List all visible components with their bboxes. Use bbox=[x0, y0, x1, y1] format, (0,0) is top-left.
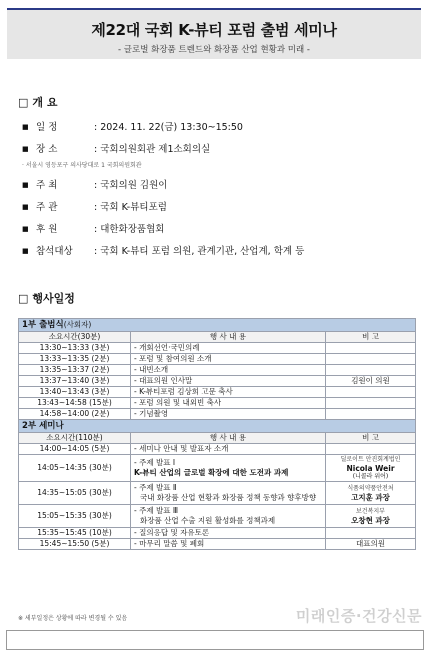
table-row: 13:40~13:43 (3분) - K-뷰티포럼 김상희 고문 축사 bbox=[19, 387, 416, 398]
table-row: 13:37~13:40 (3분) - 대표의원 인사말 김원이 의원 bbox=[19, 376, 416, 387]
table-row: 14:00~14:05 (5분) - 세미나 안내 및 발표자 소개 bbox=[19, 444, 416, 455]
table-row: 15:45~15:50 (5분) - 마무리 말씀 및 폐회 대표의원 bbox=[19, 539, 416, 550]
square-bullet-icon: ■ bbox=[22, 123, 29, 131]
part2-title: 2부 세미나 bbox=[19, 420, 416, 433]
checkbox-square-icon: □ bbox=[18, 292, 29, 305]
column-header-note: 비 고 bbox=[326, 332, 416, 343]
page-subtitle: - 글로벌 화장품 트렌드와 화장품 산업 현황과 미래 - bbox=[118, 45, 310, 55]
schedule-footnote: ※ 세부일정은 상황에 따라 변경될 수 있음 bbox=[18, 615, 128, 622]
table-row: 13:35~13:37 (2분) - 내빈소개 bbox=[19, 365, 416, 376]
table-row: 14:35~15:05 (30분) - 주제 발표 Ⅱ 국내 화장품 산업 현황과 화장품 정책 동향과 향후방향 식품의약품안전처 고지훈 과장 bbox=[19, 482, 416, 505]
column-header-note: 비 고 bbox=[326, 433, 416, 444]
part1-column-headers bbox=[19, 332, 416, 343]
bottom-frame bbox=[6, 630, 424, 650]
table-row: 14:58~14:00 (2분) - 기념촬영 bbox=[19, 409, 416, 420]
overview-heading: □ 개 요 bbox=[18, 96, 58, 109]
table-row: 15:35~15:45 (10분) - 질의응답 및 자유토론 bbox=[19, 528, 416, 539]
overview-item-attendees: ■ 참석대상 : 국회 K-뷰티 포럼 의원, 관계기관, 산업계, 학계 등 bbox=[22, 246, 305, 257]
title-banner bbox=[7, 8, 421, 59]
square-bullet-icon: ■ bbox=[22, 247, 29, 255]
table-row: 14:05~14:35 (30분) - 주제 발표 Ⅰ K-뷰티 산업의 글로벌 확장에 대한 도전과 과제 딜로이트 안진회계법인 Nicola Weir (니콜라 위어) bbox=[19, 455, 416, 482]
table-row: 13:30~13:33 (3분) - 개회선언·국민의례 bbox=[19, 343, 416, 354]
column-header-content: 행 사 내 용 bbox=[131, 332, 326, 343]
overview-item-date: ■ 일 정 : 2024. 11. 22(금) 13:30~15:50 bbox=[22, 122, 243, 133]
square-bullet-icon: ■ bbox=[22, 225, 29, 233]
part1-title-sub: (사회자) bbox=[63, 320, 92, 329]
table-row: 13:43~14:58 (15분) - 포럼 의원 및 내외빈 축사 bbox=[19, 398, 416, 409]
part1-header-row bbox=[19, 319, 416, 332]
overview-item-venue: ■ 장 소 : 국회의원회관 제1소회의실 bbox=[22, 144, 211, 155]
overview-item-organizer: ■ 주 관 : 국회 K-뷰티포럼 bbox=[22, 202, 167, 213]
column-header-content: 행 사 내 용 bbox=[131, 433, 326, 444]
table-row: 13:33~13:35 (2분) - 포럼 및 참여의원 소개 bbox=[19, 354, 416, 365]
part2-header-row bbox=[19, 420, 416, 433]
part2-column-headers bbox=[19, 433, 416, 444]
schedule-table bbox=[18, 318, 416, 550]
column-header-time: 소요시간(110분) bbox=[19, 433, 131, 444]
checkbox-square-icon: □ bbox=[18, 96, 29, 109]
square-bullet-icon: ■ bbox=[22, 203, 29, 211]
column-header-time: 소요시간(30분) bbox=[19, 332, 131, 343]
square-bullet-icon: ■ bbox=[22, 181, 29, 189]
watermark-logo: 미래인증·건강신문 bbox=[295, 607, 422, 625]
overview-item-host: ■ 주 최 : 국회의원 김원이 bbox=[22, 180, 168, 191]
overview-item-sponsor: ■ 후 원 : 대한화장품협회 bbox=[22, 224, 165, 235]
schedule-heading: □ 행사일정 bbox=[18, 292, 75, 305]
page-title: 제22대 국회 K-뷰티 포럼 출범 세미나 bbox=[91, 21, 337, 39]
square-bullet-icon: ■ bbox=[22, 145, 29, 153]
table-row: 15:05~15:35 (30분) - 주제 발표 Ⅲ 화장품 산업 수출 지원 활성화를 정책과제 보건복지부 오창현 과장 bbox=[19, 505, 416, 528]
part1-title: 1부 출범식 bbox=[22, 320, 64, 330]
venue-address-note: · 서울시 영등포구 의사당대로 1 국회의원회관 bbox=[22, 162, 142, 169]
